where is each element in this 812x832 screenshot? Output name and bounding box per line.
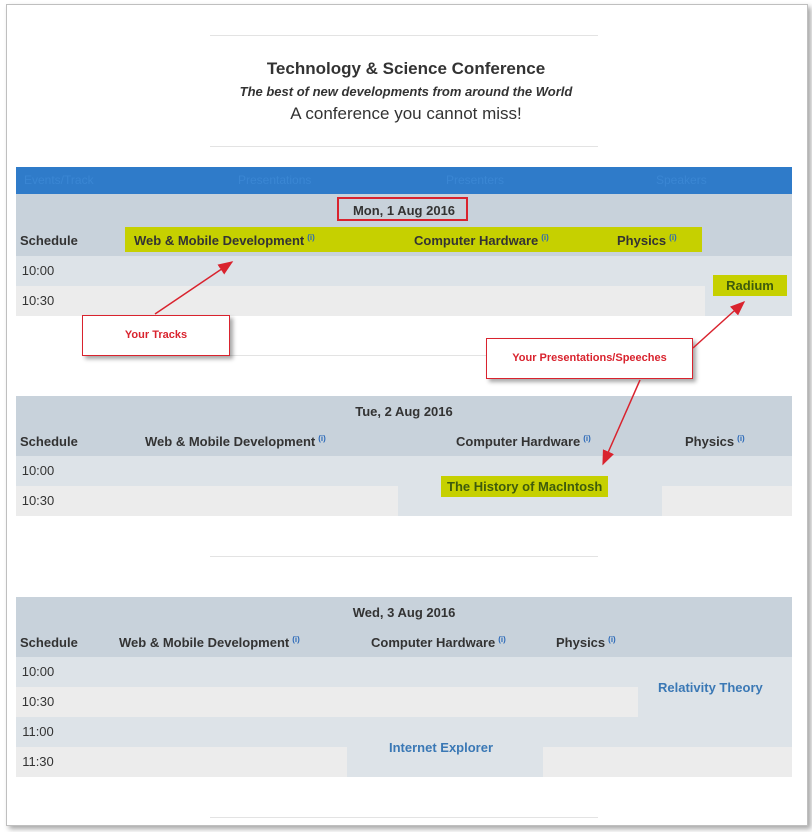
conference-subtitle: The best of new developments from around the World — [239, 84, 573, 99]
time-slot: 10:00 — [21, 463, 55, 478]
info-icon[interactable]: (i) — [608, 635, 616, 644]
info-icon[interactable]: (i) — [737, 434, 745, 443]
arrow-to-tracks — [155, 262, 232, 314]
info-icon[interactable]: (i) — [292, 635, 300, 644]
schedule-label: Schedule — [20, 434, 78, 449]
track-header-web-mobile[interactable]: Web & Mobile Development $^{(i)}$ — [119, 635, 300, 650]
session-relativity-theory[interactable]: Relativity Theory — [658, 680, 763, 695]
time-slot: 10:30 — [21, 694, 55, 709]
info-icon[interactable]: (i) — [541, 233, 549, 242]
time-slot: 10:00 — [21, 664, 55, 679]
track-header-web-mobile[interactable]: Web & Mobile Development $^{(i)}$ — [134, 233, 315, 248]
session-internet-explorer[interactable]: Internet Explorer — [389, 740, 494, 755]
callout-your-tracks: Your Tracks — [82, 315, 230, 356]
track-header-web-mobile[interactable]: Web & Mobile Development $^{(i)}$ — [145, 434, 326, 449]
track-header-physics[interactable]: Physics $^{(i)}$ — [556, 635, 616, 650]
info-icon[interactable]: (i) — [669, 233, 677, 242]
track-header-physics[interactable]: Physics $^{(i)}$ — [617, 233, 677, 248]
legend-item[interactable]: Events/Track — [24, 173, 94, 187]
session-radium[interactable]: Radium — [713, 275, 787, 296]
session-history-of-macintosh[interactable]: The History of MacIntosh — [441, 476, 608, 497]
arrow-to-radium — [693, 302, 744, 348]
info-icon[interactable]: (i) — [498, 635, 506, 644]
day-date: Wed, 3 Aug 2016 — [352, 605, 456, 620]
time-slot: 11:00 — [22, 724, 54, 739]
track-header-hardware[interactable]: Computer Hardware $^{(i)}$ — [371, 635, 506, 650]
time-slot: 10:30 — [21, 493, 55, 508]
track-header-hardware[interactable]: Computer Hardware $^{(i)}$ — [456, 434, 591, 449]
callout-your-presentations: Your Presentations/Speeches — [486, 338, 693, 379]
info-icon[interactable]: (i) — [307, 233, 315, 242]
arrow-to-macintosh — [603, 380, 640, 464]
day-date: Tue, 2 Aug 2016 — [355, 404, 453, 419]
conference-tagline: A conference you cannot miss! — [290, 104, 522, 123]
schedule-label: Schedule — [20, 233, 78, 248]
schedule-label: Schedule — [20, 635, 78, 650]
time-slot: 10:30 — [21, 293, 55, 308]
time-slot: 10:00 — [21, 263, 55, 278]
info-icon[interactable]: (i) — [583, 434, 591, 443]
track-header-hardware[interactable]: Computer Hardware $^{(i)}$ — [414, 233, 549, 248]
day-date: Mon, 1 Aug 2016 — [352, 203, 456, 218]
legend-item[interactable]: Speakers — [656, 173, 707, 187]
conference-title: Technology & Science Conference — [266, 59, 546, 78]
time-slot: 11:30 — [22, 754, 54, 769]
legend-item[interactable]: Presentations — [238, 173, 312, 187]
info-icon[interactable]: (i) — [318, 434, 326, 443]
legend-item[interactable]: Presenters — [446, 173, 505, 187]
track-header-physics[interactable]: Physics $^{(i)}$ — [685, 434, 745, 449]
